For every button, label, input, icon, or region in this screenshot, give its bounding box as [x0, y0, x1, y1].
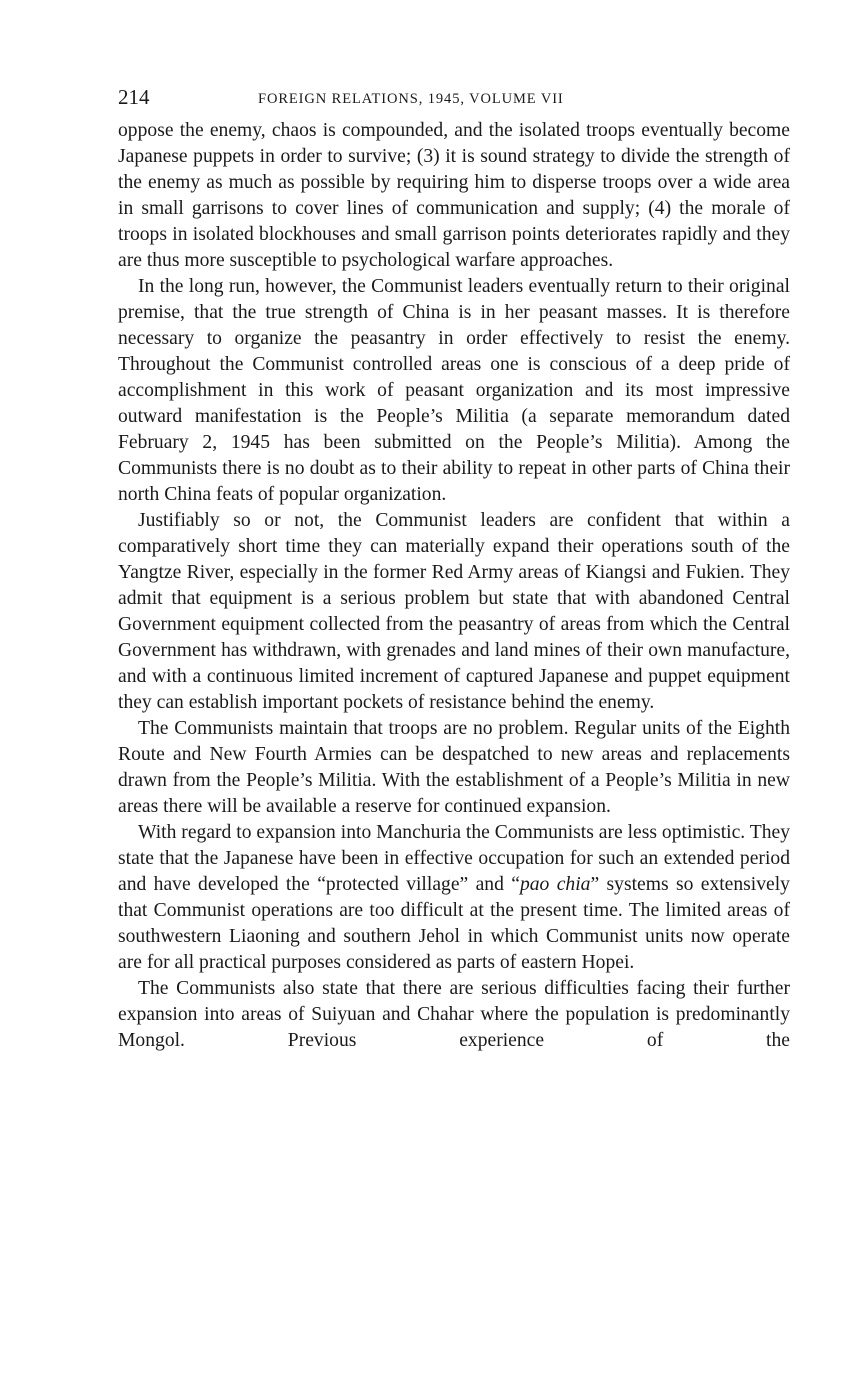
paragraph-2: In the long run, however, the Communist leaders eventually return to their original premise, that the true strength of China is in her peasant masses. It is therefore necessary to organize the peasantry in order effectively to resist the enemy. Throughout the Communist controlled areas one is conscious of a deep pride of accomplishment in this work of peasant organization and its most impressive outward manifestation is the People’s Militia (a separate memorandum dated February 2, 1945 has been submitted on the People’s Militia). Among the Communists there is no doubt as to their ability to repeat in other parts of China their north China feats of popular organization.: [118, 276, 790, 505]
paragraph-4: The Communists maintain that troops are no problem. Regular units of the Eighth Route and New Fourth Armies can be despatched to new areas and replacements drawn from the People’s Militia. With the establishment of a People’s Militia in new areas there will be available a reserve for continued expansion.: [118, 718, 790, 817]
pao-chia-italic: pao chia: [519, 874, 591, 895]
document-page: [118, 82, 790, 1054]
paragraph-5: [118, 820, 790, 976]
paragraph-1: oppose the enemy, chaos is compounded, and the isolated troops eventually become Japanese puppets in order to survive; (3) it is sound strategy to divide the strength of the enemy as much as possible by requiring him to disperse troops over a wide area in small garrisons to cover lines of communication and supply; (4) the morale of troops in isolated blockhouses and small garrison points deteriorates rapidly and they are thus more susceptible to psychological warfare approaches.: [118, 120, 790, 271]
paragraph-5-text-after: ” systems so extensively that Communist operations are too difficult at the present time. The limited areas of southwestern Liaoning and southern Jehol in which Communist units now operate are for all practical purposes considered as parts of eastern Hopei.: [118, 874, 790, 973]
page-number: 214: [118, 85, 150, 109]
running-head: FOREIGN RELATIONS, 1945, VOLUME VII: [258, 91, 564, 107]
paragraph-5-text-before: With regard to expansion into Manchuria the Communists are less optimistic. They state that the Japanese have been in effective occupation for such an extended period and have developed the “protected village” and “: [118, 822, 790, 895]
paragraph-6: The Communists also state that there are serious difficulties facing their further expansion into areas of Suiyuan and Chahar where the population is predominantly Mongol. Previous experience of the: [118, 978, 790, 1051]
paragraph-3: Justifiably so or not, the Communist leaders are confident that within a comparatively short time they can materially expand their operations south of the Yangtze River, especially in the former Red Army areas of Kiangsi and Fukien. They admit that equipment is a serious problem but state that with abandoned Central Government equipment collected from the peasantry of areas from which the Central Government has withdrawn, with grenades and land mines of their own manufacture, and with a continuous limited increment of captured Japanese and puppet equipment they can establish important pockets of resistance behind the enemy.: [118, 510, 790, 713]
body-text: [118, 118, 790, 1054]
page-header: [118, 82, 790, 112]
